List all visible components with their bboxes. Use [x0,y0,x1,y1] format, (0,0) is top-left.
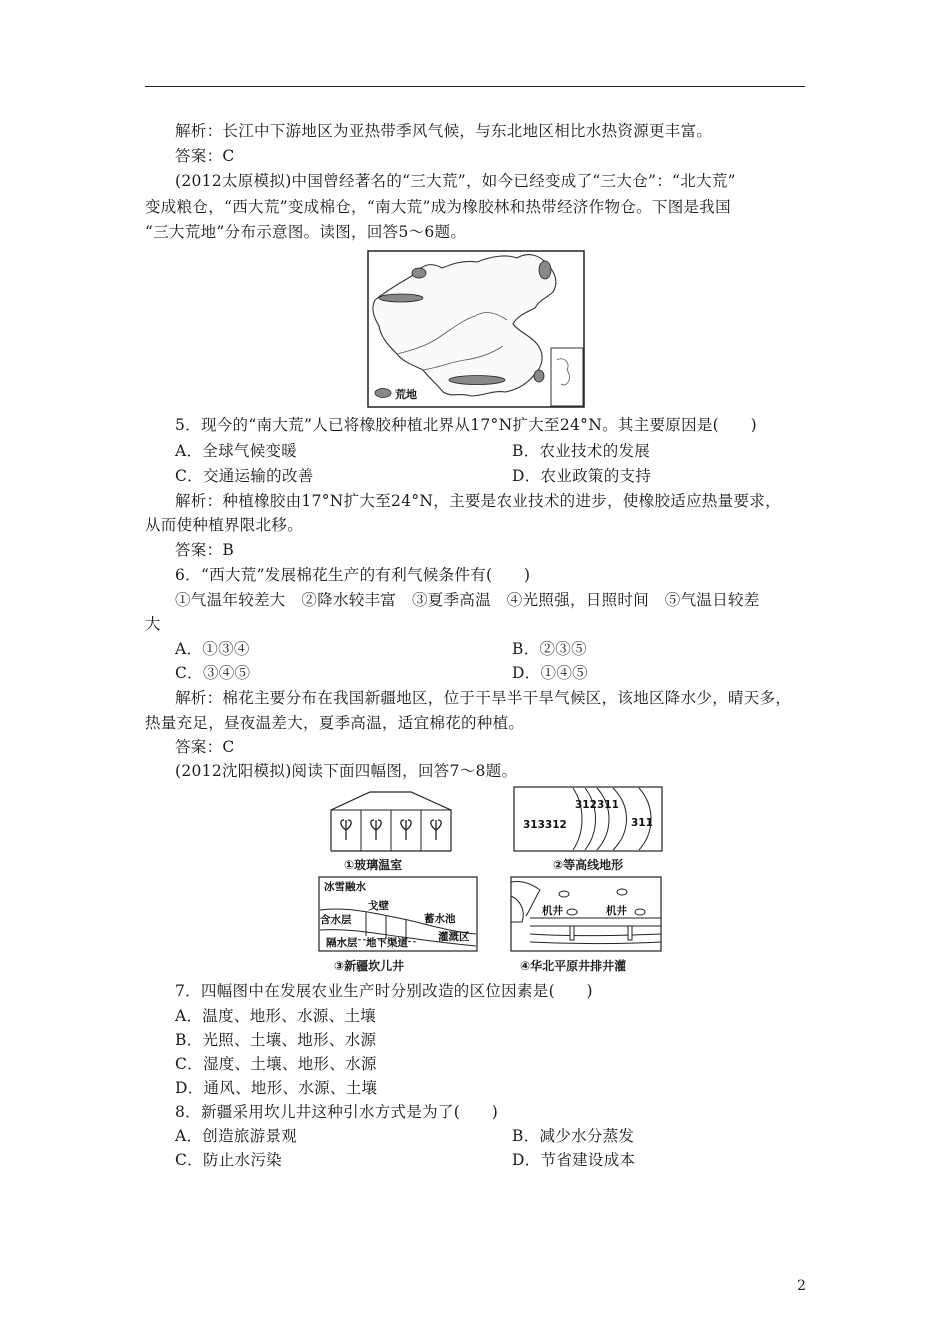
q7-option-d: D．通风、地形、水源、土壤 [175,1079,378,1097]
q8-option-a: A．创造旅游景观 [175,1127,298,1145]
figure-4-caption: ④华北平原井排井灌 [520,959,627,973]
q6-statements-line1: ①气温年较差大 ②降水较丰富 ③夏季高温 ④光照强，日照时间 ⑤气温日较差 [175,591,760,609]
wells-figure [510,876,662,952]
q6-option-a: A．①③④ [175,640,250,658]
q8-option-c: C．防止水污染 [175,1151,282,1169]
q7-option-c: C．湿度、土壤、地形、水源 [175,1055,377,1073]
well-label-2: 机井 [606,905,627,917]
greenhouse-figure [330,790,452,852]
analysis-6-line2: 热量充足，昼夜温差大，夏季高温，适宜棉花的种植。 [145,714,525,732]
q7-option-a: A．温度、地形、水源、土壤 [175,1007,377,1025]
page-number: 2 [797,1278,806,1294]
q6-statements-line2: 大 [145,615,161,633]
q7-option-b: B．光照、土壤、地形、水源 [175,1031,377,1049]
q5-option-d: D．农业政策的支持 [512,467,652,485]
figure-1-caption: ①玻璃温室 [344,858,403,872]
analysis-prev: 解析：长江中下游地区为亚热带季风气候，与东北地区相比水热资源更丰富。 [175,122,713,140]
q5-option-c: C．交通运输的改善 [175,467,314,485]
karez-figure [318,876,478,952]
q6-option-c: C．③④⑤ [175,664,251,682]
contour-label-312: 312 [575,799,597,811]
q5-option-a: A．全球气候变暖 [175,442,298,460]
q6-option-b: B．②③⑤ [512,640,587,658]
q6-option-d: D．①④⑤ [512,664,588,682]
question-5: 5．现今的“南大荒”人已将橡胶种植北界从17°N扩大至24°N。其主要原因是( ) [175,416,757,434]
well-label-1: 机井 [542,905,563,917]
figure-2-caption: ②等高线地形 [553,858,624,872]
question-8: 8．新疆采用坎儿井这种引水方式是为了( ) [175,1103,499,1121]
analysis-5-line1: 解析：种植橡胶由17°N扩大至24°N，主要是农业技术的进步，使橡胶适应热量要求， [175,492,781,510]
karez-gobi-label: 戈壁 [368,900,389,912]
contour-figure [513,786,663,852]
answer-6: 答案：C [175,738,235,756]
q5-option-b: B．农业技术的发展 [512,442,651,460]
intro-5-6-line3: “三大荒地”分布示意图。读图，回答5～6题。 [145,223,467,241]
header-rule [145,86,805,87]
karez-irrigation-label: 灌溉区 [438,931,470,943]
answer-prev: 答案：C [175,147,235,165]
intro-5-6-line2: 变成粮仓，“西大荒”变成棉仓，“南大荒”成为橡胶林和热带经济作物仓。下图是我国 [145,198,731,216]
contour-label-311a: 311 [597,799,619,811]
karez-snowmelt-label: 冰雪融水 [324,881,366,893]
china-wasteland-map [367,250,585,408]
intro-5-6-line1: (2012太原模拟)中国曾经著名的“三大荒”，如今已经变成了“三大仓”：“北大荒” [175,172,736,190]
karez-channel-label: 地下渠道 [366,937,408,949]
karez-barrier-label: 隔水层 [326,937,358,949]
contour-label-311b: 311 [631,817,653,829]
q8-option-b: B．减少水分蒸发 [512,1127,635,1145]
map-legend-label: 荒地 [395,388,417,401]
question-7: 7．四幅图中在发展农业生产时分别改造的区位因素是( ) [175,982,593,1000]
karez-pond-label: 蓄水池 [424,913,456,925]
answer-5: 答案：B [175,541,235,559]
karez-aquifer-label: 含水层 [320,914,352,926]
analysis-5-line2: 从而使种植界限北移。 [145,516,304,534]
analysis-6-line1: 解析：棉花主要分布在我国新疆地区，位于干旱半干旱气候区，该地区降水少，晴天多， [175,689,792,707]
figure-3-caption: ③新疆坎儿井 [334,959,405,973]
legend-swatch-icon [375,389,391,398]
question-6: 6．“西大荒”发展棉花生产的有利气候条件有( ) [175,566,531,584]
intro-7-8: (2012沈阳模拟)阅读下面四幅图，回答7～8题。 [175,762,518,780]
q8-option-d: D．节省建设成本 [512,1151,636,1169]
contour-label-313312: 313312 [523,819,567,831]
